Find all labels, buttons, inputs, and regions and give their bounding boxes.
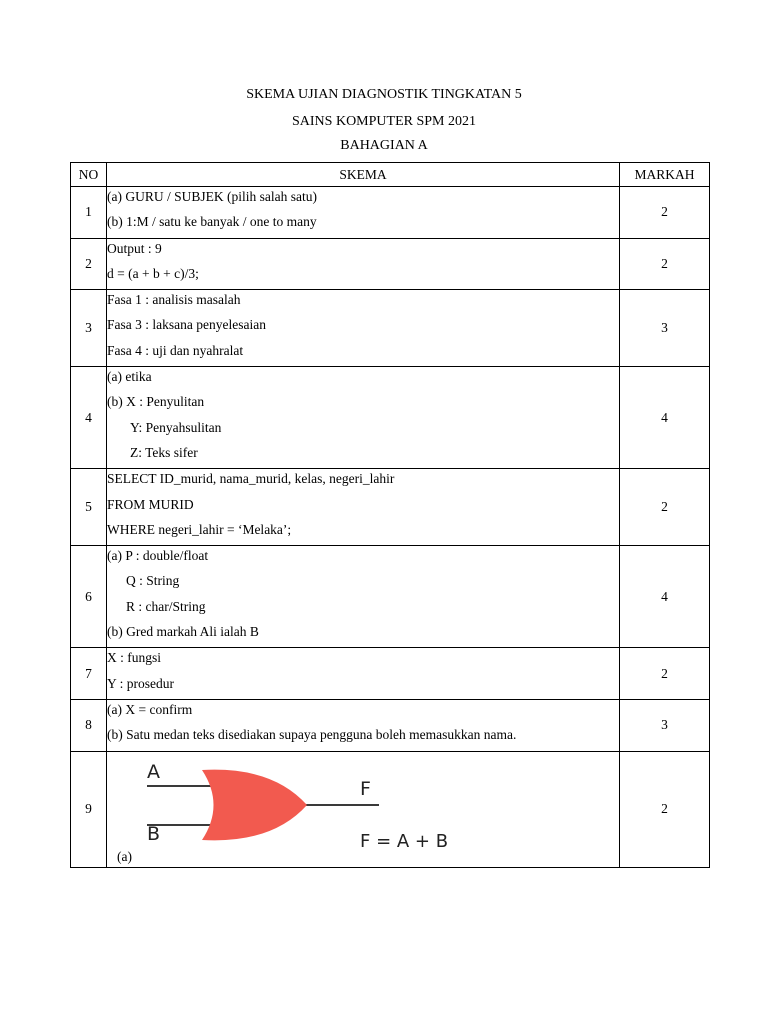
answer-line: (a) P : double/float — [107, 548, 209, 564]
mark-value: 2 — [620, 469, 710, 546]
answer-line: Output : 9 — [107, 240, 162, 256]
mark-value: 2 — [620, 648, 710, 700]
answer-line: (b) 1:M / satu ke banyak / one to many — [107, 214, 317, 230]
answer-cell — [107, 699, 620, 751]
header-skema: SKEMA — [107, 163, 620, 187]
answer-line: Fasa 1 : analisis masalah — [107, 292, 241, 308]
table-row — [71, 648, 710, 700]
header-markah: MARKAH — [620, 163, 710, 187]
mark-value: 4 — [620, 546, 710, 648]
answer-cell — [107, 187, 620, 239]
table-row — [71, 699, 710, 751]
answer-cell — [107, 367, 620, 469]
table-header-row — [71, 163, 710, 187]
question-number: 5 — [71, 469, 107, 546]
question-number: 7 — [71, 648, 107, 700]
table-row — [71, 751, 710, 867]
answer-line: (a) etika — [107, 369, 152, 385]
answer-line: (a) X = confirm — [107, 701, 193, 717]
or-gate-diagram — [107, 752, 619, 867]
document-title: SKEMA UJIAN DIAGNOSTIK TINGKATAN 5 — [246, 87, 522, 102]
answer-line: SELECT ID_murid, nama_murid, kelas, negeri_lahir — [107, 471, 395, 487]
answer-cell — [107, 648, 620, 700]
table-row — [71, 290, 710, 367]
mark-value: 3 — [620, 699, 710, 751]
answer-scheme-table — [70, 162, 710, 868]
output-f-label: F — [360, 777, 371, 800]
question-number: 2 — [71, 238, 107, 290]
answer-cell — [107, 469, 620, 546]
question-number: 3 — [71, 290, 107, 367]
table-row — [71, 546, 710, 648]
answer-line: Y: Penyahsulitan — [130, 419, 222, 435]
table-row — [71, 469, 710, 546]
question-number: 6 — [71, 546, 107, 648]
answer-line: (a) GURU / SUBJEK (pilih salah satu) — [107, 189, 317, 204]
answer-line: (b) Gred markah Ali ialah B — [107, 624, 259, 640]
gate-equation: F = A + B — [360, 830, 449, 852]
answer-line: Fasa 3 : laksana penyelesaian — [107, 317, 266, 333]
mark-value: 3 — [620, 290, 710, 367]
answer-line: FROM MURID — [107, 496, 194, 512]
answer-cell — [107, 238, 620, 290]
table-row — [71, 238, 710, 290]
mark-value: 2 — [620, 187, 710, 239]
part-label: (a) — [117, 848, 132, 864]
header-no: NO — [71, 163, 107, 187]
question-number: 1 — [71, 187, 107, 239]
document-subtitle: SAINS KOMPUTER SPM 2021 — [292, 114, 476, 129]
table-row — [71, 187, 710, 239]
answer-line: Y : prosedur — [107, 675, 174, 691]
answer-line: X : fungsi — [107, 650, 161, 666]
answer-line: Q : String — [126, 573, 180, 589]
answer-line: (b) Satu medan teks disediakan supaya pengguna boleh memasukkan nama. — [107, 727, 517, 743]
answer-cell — [107, 290, 620, 367]
answer-line: Z: Teks sifer — [130, 444, 198, 460]
answer-cell — [107, 546, 620, 648]
mark-value: 2 — [620, 238, 710, 290]
answer-line: d = (a + b + c)/3; — [107, 265, 199, 281]
answer-cell — [107, 751, 620, 867]
or-gate-svg — [107, 752, 620, 867]
question-number: 4 — [71, 367, 107, 469]
section-title: BAHAGIAN A — [340, 138, 428, 153]
input-a-label: A — [147, 760, 160, 783]
answer-line: Fasa 4 : uji dan nyahralat — [107, 342, 244, 358]
mark-value: 4 — [620, 367, 710, 469]
answer-line: R : char/String — [126, 598, 206, 614]
question-number: 8 — [71, 699, 107, 751]
answer-line: (b) X : Penyulitan — [107, 394, 205, 410]
mark-value: 2 — [620, 751, 710, 867]
input-b-label: B — [147, 822, 161, 845]
or-gate-icon — [202, 769, 307, 840]
table-row — [71, 367, 710, 469]
question-number: 9 — [71, 751, 107, 867]
answer-line: WHERE negeri_lahir = ‘Melaka’; — [107, 521, 292, 537]
